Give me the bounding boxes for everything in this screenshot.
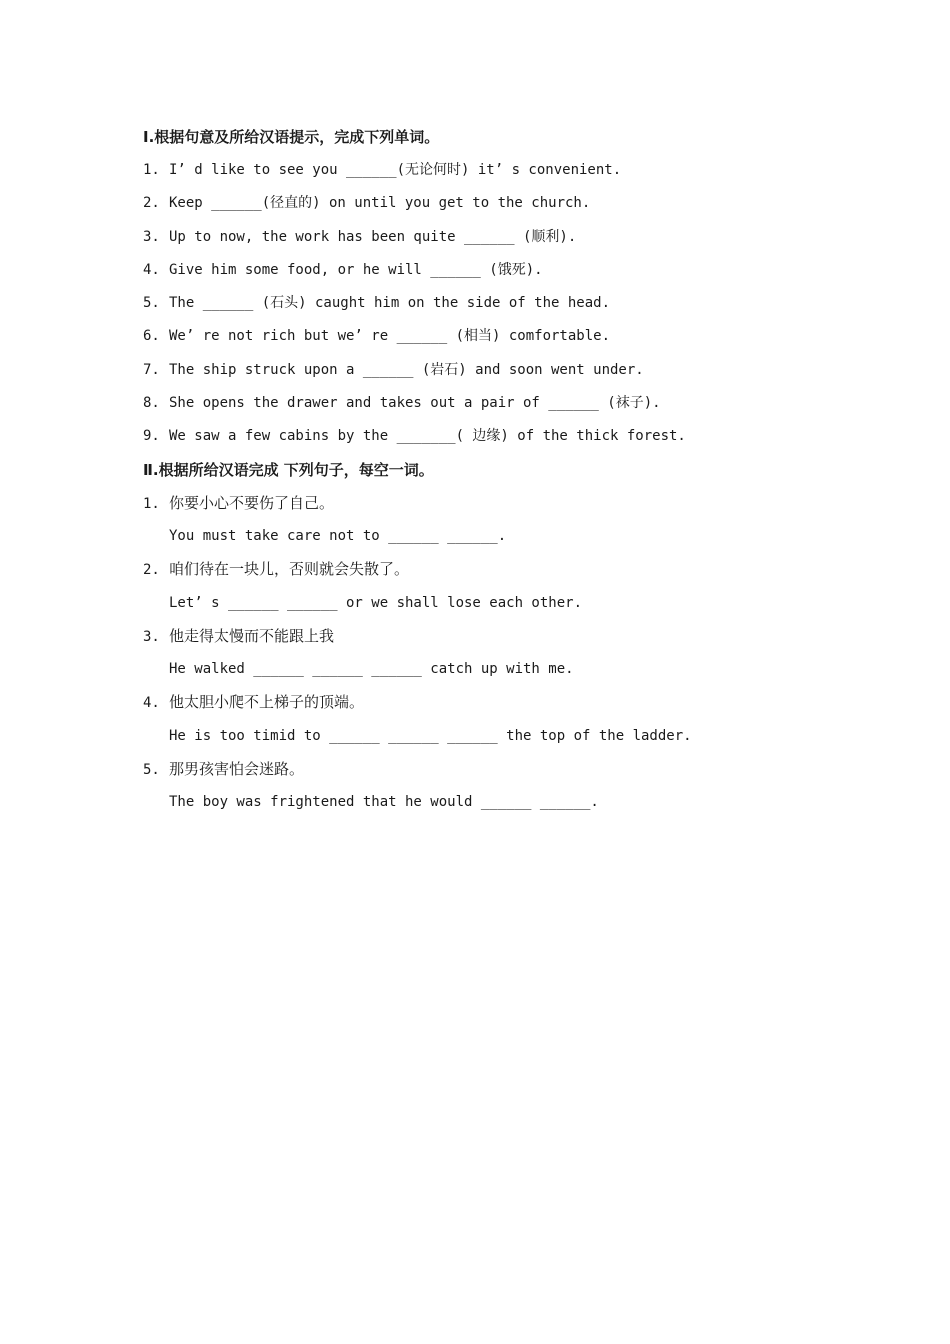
item-number: 5. <box>143 295 160 312</box>
s1-item-4 <box>143 257 843 290</box>
chinese-prompt: 那男孩害怕会迷路。 <box>169 760 305 779</box>
item-text: Give him some food, or he will ______ (饿死). <box>169 261 543 278</box>
s2-item-2-answer: Let’ s ______ ______ or we shall lose each other. <box>169 594 583 611</box>
chinese-prompt: 咱们待在一块儿，否则就会失散了。 <box>169 560 410 579</box>
s1-item-7 <box>143 357 843 390</box>
section-1-title: Ⅰ.根据句意及所给汉语提示，完成下列单词。 <box>143 128 440 146</box>
chinese-prompt: 你要小心不要伤了自己。 <box>169 493 335 512</box>
item-text: We’ re not rich but we’ re ______ (相当) comfortable. <box>169 328 611 345</box>
item-number: 7. <box>143 361 160 378</box>
s2-item-5-answer: The boy was frightened that he would ______ ______. <box>169 794 599 811</box>
s2-item-5-prompt <box>143 756 843 789</box>
s2-item-3-prompt <box>143 623 843 656</box>
item-number: 3. <box>143 628 160 645</box>
item-text: The ship struck upon a ______ (岩石) and soon went under. <box>169 361 644 378</box>
s2-item-4-answer: He is too timid to ______ ______ ______ the top of the ladder. <box>169 727 692 744</box>
item-text: I’ d like to see you ______(无论何时) it’ s convenient. <box>169 162 622 178</box>
item-number: 4. <box>143 695 160 712</box>
item-number: 2. <box>143 562 160 579</box>
s1-item-2 <box>143 190 843 223</box>
item-number: 4. <box>143 261 160 278</box>
item-number: 9. <box>143 428 160 445</box>
item-number: 3. <box>143 228 160 245</box>
s2-item-2-prompt <box>143 556 843 589</box>
item-text: We saw a few cabins by the _______( 边缘) of the thick forest. <box>169 428 686 445</box>
s2-item-1-prompt <box>143 490 843 523</box>
item-text: The ______ (石头) caught him on the side of the head. <box>169 295 611 312</box>
item-text: She opens the drawer and takes out a pair of ______ (袜子). <box>169 395 661 412</box>
exercise-content <box>143 124 843 823</box>
item-text: Up to now, the work has been quite ______ (顺利). <box>169 228 577 245</box>
item-number: 8. <box>143 395 160 412</box>
s2-item-1-answer: You must take care not to ______ ______. <box>169 527 507 544</box>
s2-item-3-answer: He walked ______ ______ ______ catch up with me. <box>169 661 574 678</box>
s1-item-3 <box>143 224 843 257</box>
s1-item-1 <box>143 157 843 190</box>
s1-item-9 <box>143 423 843 456</box>
section-2-title: Ⅱ.根据所给汉语完成 下列句子，每空一词。 <box>143 460 434 479</box>
item-number: 2. <box>143 195 160 212</box>
item-text: Keep ______(径直的) on until you get to the church. <box>169 195 591 212</box>
s2-item-4-prompt <box>143 689 843 722</box>
chinese-prompt: 他走得太慢而不能跟上我 <box>169 626 335 645</box>
chinese-prompt: 他太胆小爬不上梯子的顶端。 <box>169 693 365 712</box>
item-number: 1. <box>143 162 160 178</box>
item-number: 5. <box>143 762 160 779</box>
s1-item-8 <box>143 390 843 423</box>
s1-item-6 <box>143 323 843 356</box>
item-number: 1. <box>143 495 160 512</box>
item-number: 6. <box>143 328 160 345</box>
s1-item-5 <box>143 290 843 323</box>
